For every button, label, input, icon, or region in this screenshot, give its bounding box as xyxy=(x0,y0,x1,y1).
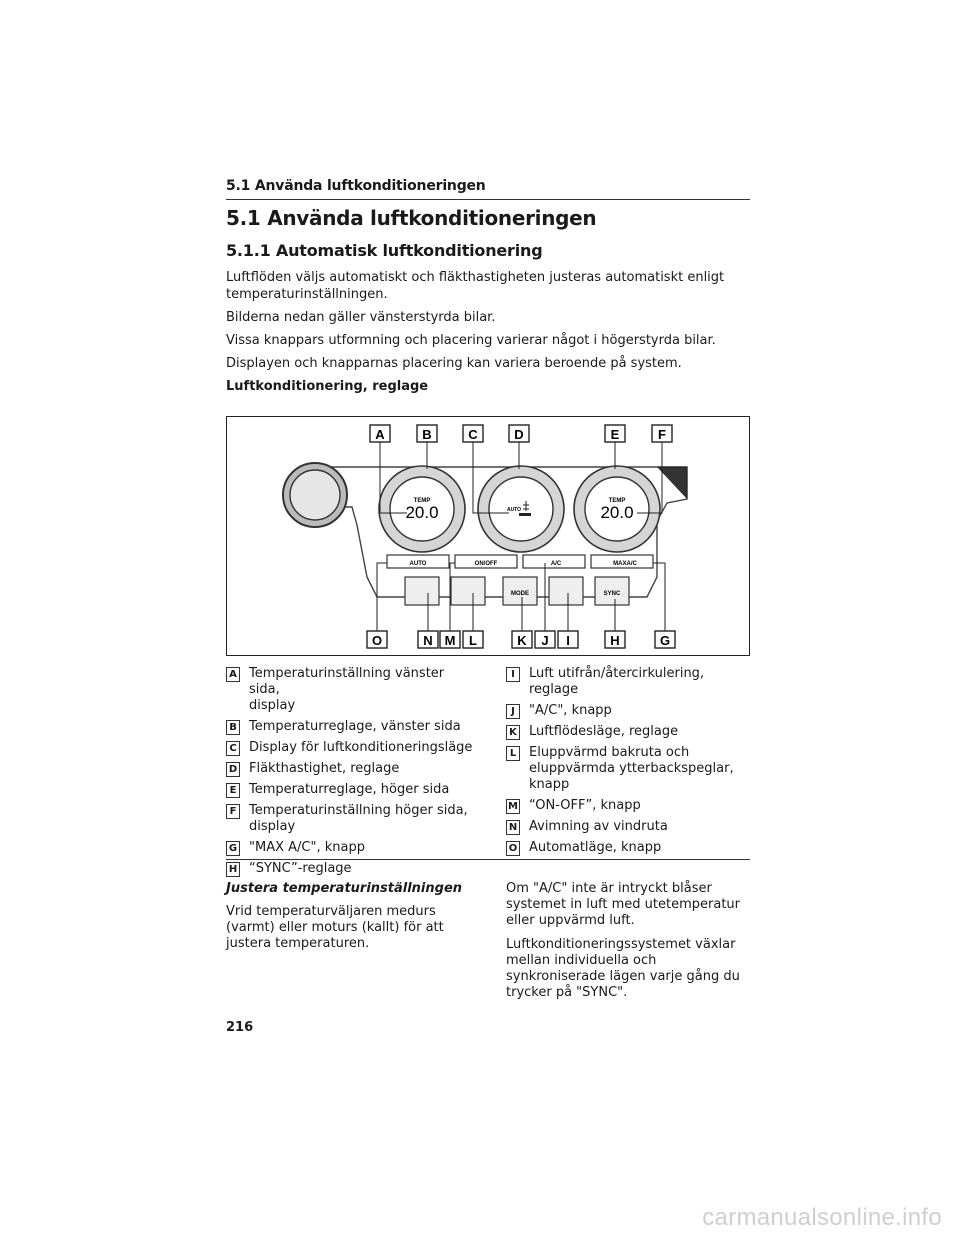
watermark: carmanualsonline.info xyxy=(702,1204,942,1231)
sync-note: Luftkonditioneringssystemet växlar mellan individuella och synkroniserade lägen varje gång du trycker på "SYNC". xyxy=(506,937,740,1000)
legend-key: C xyxy=(226,741,240,756)
callout-h: H xyxy=(610,633,620,648)
mode-button-label: MODE xyxy=(511,591,529,597)
legend-item xyxy=(506,666,756,698)
running-header: 5.1 Använda luftkonditioneringen xyxy=(226,178,486,194)
legend-key: J xyxy=(506,704,520,719)
subsection-heading: 5.1.1 Automatisk luftkonditionering xyxy=(226,241,543,260)
legend-text: Temperaturreglage, höger sida xyxy=(249,782,450,797)
legend-key: B xyxy=(226,720,240,735)
callout-b: B xyxy=(422,427,432,442)
callout-i: I xyxy=(566,633,570,648)
legend-text: Luftflödesläge, reglage xyxy=(529,724,679,739)
callout-c: C xyxy=(468,427,478,442)
legend-bottom-rule xyxy=(226,859,750,860)
legend-key: A xyxy=(226,667,240,682)
temperature-subheading: Justera temperaturinställningen xyxy=(226,881,463,896)
ac-note: Om "A/C" inte är intryckt blåser systemet in luft med utetemperatur eller uppvärmd luft. xyxy=(506,881,741,928)
callout-k: K xyxy=(517,633,527,648)
legend-item xyxy=(226,782,476,798)
paragraph-lhd: Bilderna nedan gäller vänsterstyrda bilar. xyxy=(226,310,496,325)
legend-item xyxy=(506,798,756,814)
callout-m: M xyxy=(444,633,456,648)
callout-j: J xyxy=(541,633,549,648)
legend-item xyxy=(226,666,476,714)
auto-button-label: AUTO xyxy=(409,561,427,567)
legend-item xyxy=(226,803,476,835)
header-rule xyxy=(226,199,750,200)
top-callouts xyxy=(370,425,672,442)
mode-auto-label: AUTO xyxy=(506,507,522,513)
legend-text: Luft utifrån/återcirkulering, reglage xyxy=(529,666,705,697)
legend-key: M xyxy=(506,799,520,814)
legend-text: Temperaturreglage, vänster sida xyxy=(249,719,461,734)
climate-control-figure xyxy=(226,416,750,656)
legend-key: G xyxy=(226,841,240,856)
legend-text: Temperaturinställning vänster sida, display xyxy=(249,666,445,713)
legend-key: I xyxy=(506,667,520,682)
section-heading: 5.1 Använda luftkonditioneringen xyxy=(226,206,597,230)
legend-text: Temperaturinställning höger sida, display xyxy=(249,803,468,834)
defrost-button xyxy=(405,577,439,605)
climate-control-illustration xyxy=(227,417,749,655)
paragraph-intro: Luftflöden väljs automatiskt och fläkthastigheten justeras automatiskt enligt temperaturinställningen. xyxy=(226,270,725,302)
callout-g: G xyxy=(659,633,671,648)
legend-key: H xyxy=(226,862,240,877)
legend-key: O xyxy=(506,841,520,856)
legend-item xyxy=(226,719,476,735)
paragraph-rhd: Vissa knappars utformning och placering varierar något i högerstyrda bilar. xyxy=(226,333,716,348)
temperature-right-text xyxy=(506,881,754,1009)
legend-text: Avimning av vindruta xyxy=(529,819,668,834)
left-temp-label: TEMP xyxy=(413,498,431,504)
temperature-left-text xyxy=(226,904,474,960)
bottom-callouts xyxy=(367,631,675,648)
legend-right xyxy=(506,666,756,861)
legend-item xyxy=(506,819,756,835)
callout-o: O xyxy=(371,633,383,648)
legend-text: "MAX A/C", knapp xyxy=(249,840,365,855)
callout-n: N xyxy=(423,633,433,648)
callout-e: E xyxy=(610,427,620,442)
ac-button-label: A/C xyxy=(550,561,562,567)
legend-item xyxy=(226,740,476,756)
paragraph-display: Displayen och knapparnas placering kan variera beroende på system. xyxy=(226,356,682,371)
legend-item xyxy=(506,724,756,740)
right-temp-label: TEMP xyxy=(608,498,626,504)
legend-item xyxy=(506,745,756,793)
callout-d: D xyxy=(514,427,524,442)
rear-defrost-button xyxy=(451,577,485,605)
legend-item xyxy=(226,861,476,877)
legend-left xyxy=(226,666,476,882)
callout-a: A xyxy=(375,427,385,442)
max-ac-button-label: MAXA/C xyxy=(613,561,637,567)
left-temp-value: 20.0 xyxy=(405,503,439,522)
left-outer-knob-inner xyxy=(290,470,340,520)
legend-text: Automatläge, knapp xyxy=(529,840,662,855)
legend-text: Eluppvärmd bakruta och eluppvärmda ytterbackspeglar, knapp xyxy=(529,745,734,792)
right-temp-value: 20.0 xyxy=(600,503,634,522)
legend-key: L xyxy=(506,746,520,761)
legend-text: Fläkthastighet, reglage xyxy=(249,761,400,776)
legend-text: “SYNC”-reglage xyxy=(249,861,352,876)
recirc-button xyxy=(549,577,583,605)
legend-text: “ON-OFF”, knapp xyxy=(529,798,641,813)
legend-key: E xyxy=(226,783,240,798)
legend-item xyxy=(226,761,476,777)
on-off-button-label: ON/OFF xyxy=(474,561,498,567)
legend-key: F xyxy=(226,804,240,819)
callout-l: L xyxy=(469,633,477,648)
page-number: 216 xyxy=(226,1020,254,1035)
callout-f: F xyxy=(658,427,666,442)
legend-key: K xyxy=(506,725,520,740)
legend-text: Display för luftkonditioneringsläge xyxy=(249,740,473,755)
legend-key: N xyxy=(506,820,520,835)
legend-item xyxy=(506,703,756,719)
sync-button-label: SYNC xyxy=(603,591,621,597)
fan-bars-icon xyxy=(519,513,531,516)
legend-key: D xyxy=(226,762,240,777)
legend-item xyxy=(506,840,756,856)
temperature-instruction: Vrid temperaturväljaren medurs (varmt) eller moturs (kallt) för att justera temperaturen. xyxy=(226,904,444,951)
legend-text: "A/C", knapp xyxy=(529,703,612,718)
legend-item xyxy=(226,840,476,856)
figure-caption: Luftkonditionering, reglage xyxy=(226,379,429,394)
